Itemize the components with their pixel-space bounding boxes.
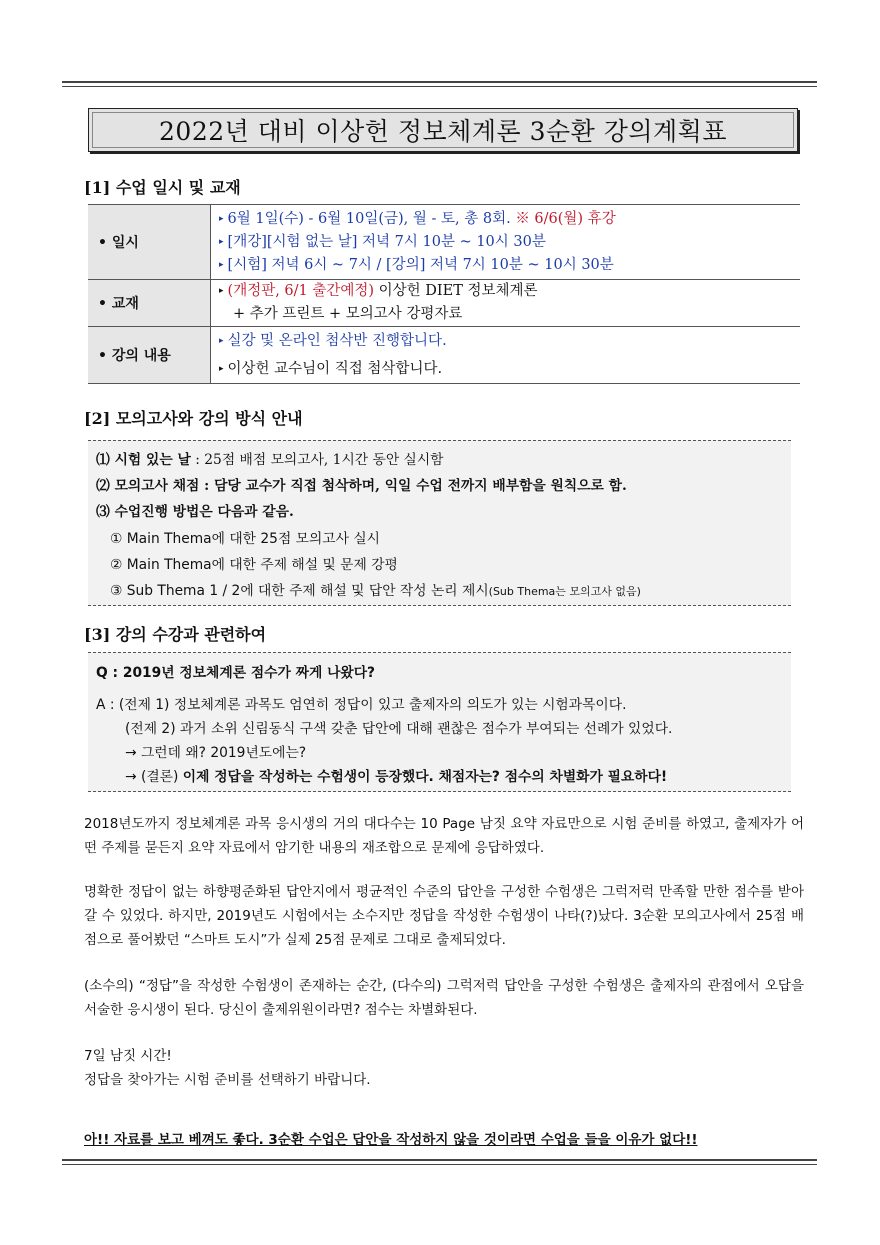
table-row xyxy=(88,280,800,327)
date-line-3 xyxy=(219,254,800,277)
answer-row-1 xyxy=(96,693,626,713)
paragraph-4: 7일 남짓 시간! xyxy=(84,1048,172,1064)
triangle-bullet-icon: ▸ xyxy=(219,259,224,270)
table-row xyxy=(88,205,800,280)
page-title-box xyxy=(88,108,798,152)
sub-step-3: ③ Sub Thema 1 / 2에 대한 주제 해설 및 답안 작성 논리 제시 xyxy=(110,583,489,599)
revision-note: (개정판, 6/1 출간예정) xyxy=(227,283,375,299)
bottom-double-rule xyxy=(62,1159,817,1165)
no-exam-time-text: [개강][시험 없는 날] 저녁 7시 10분 ~ 10시 30분 xyxy=(227,233,546,250)
row-label-content: • 강의 내용 xyxy=(88,327,211,384)
method-row-2 xyxy=(96,474,627,494)
holiday-note: ※ 6/6(월) 휴강 xyxy=(515,210,616,227)
qa-box xyxy=(88,652,791,792)
exam-day-text: : 25점 배점 모의고사, 1시간 동안 실시함 xyxy=(190,452,444,468)
paragraph-5: 정답을 찾아가는 시험 준비를 선택하기 바랍니다. xyxy=(84,1072,371,1088)
triangle-bullet-icon: ▸ xyxy=(219,286,224,296)
sub-step-2: ② Main Thema에 대한 주제 해설 및 문제 강평 xyxy=(110,557,398,573)
question-text: Q : 2019년 정보체계론 점수가 짜게 나왔다? xyxy=(96,665,376,681)
conclusion-text: 이제 정답을 작성하는 수험생이 등장했다. 채점자는? 점수의 차별화가 필요하다! xyxy=(182,769,668,785)
method-sub-1 xyxy=(110,527,380,547)
triangle-bullet-icon: ▸ xyxy=(219,336,224,346)
question-why: → 그런데 왜? 2019년도에는? xyxy=(125,745,307,761)
paragraph-1: 2018년도까지 정보체계론 과목 응시생의 거의 대다수는 10 Page 남짓 요약 자료만으로 시험 준비를 하였고, 출제자가 어떤 주제를 묻든지 요약 자료에서 암기한 내용의 재조합으로 문제에 응답하였다. xyxy=(84,816,804,856)
answer-row-4 xyxy=(125,765,667,785)
section1-heading: [1] 수업 일시 및 교재 xyxy=(84,178,241,197)
exam-method-box xyxy=(88,440,791,606)
content-line-2 xyxy=(219,355,800,383)
exam-day-label: ⑴ 시험 있는 날 xyxy=(96,452,191,468)
date-line-1 xyxy=(219,208,800,231)
date-line-2 xyxy=(219,231,800,254)
date-range-text: 6월 1일(수) - 6월 10일(금), 월 - 토, 총 8회. xyxy=(227,210,516,227)
method-row-3 xyxy=(96,500,294,520)
answer-row-3 xyxy=(125,741,306,761)
content-text-1: 실강 및 온라인 첨삭반 진행합니다. xyxy=(227,333,447,349)
sub-step-1: ① Main Thema에 대한 25점 모의고사 실시 xyxy=(110,531,381,547)
method-row-1 xyxy=(96,448,444,468)
textbook-extra: + 추가 프린트 + 모의고사 강평자료 xyxy=(233,306,463,322)
schedule-table xyxy=(88,204,800,384)
method-sub-3 xyxy=(110,579,641,599)
triangle-bullet-icon: ▸ xyxy=(219,236,224,247)
section3-heading: [3] 강의 수강과 관련하여 xyxy=(84,625,267,644)
process-text: ⑶ 수업진행 방법은 다음과 같음. xyxy=(96,504,294,520)
paragraph-3: (소수의) “정답”을 작성한 수험생이 존재하는 순간, (다수의) 그럭저럭 답안을 구성한 수험생은 출제자의 관점에서 오답을 서술한 응시생이 된다. 당신이 출제위원이라면? 점수는 차별화된다. xyxy=(84,978,804,1018)
answer-row-2 xyxy=(125,717,672,737)
question-row xyxy=(96,661,375,681)
content-line-1 xyxy=(219,327,800,355)
textbook-line-1 xyxy=(219,280,800,303)
row-label-date: • 일시 xyxy=(88,205,211,280)
conclusion-label: → (결론) xyxy=(125,769,183,785)
premise-1: A : (전제 1) 정보체계론 과목도 엄연히 정답이 있고 출제자의 의도가 있는 시험과목이다. xyxy=(96,697,627,713)
sub-step-3-note: (Sub Thema는 모의고사 없음) xyxy=(488,585,641,598)
table-row xyxy=(88,327,800,384)
exam-time-text: [시험] 저녁 6시 ~ 7시 / [강의] 저녁 7시 10분 ~ 10시 30분 xyxy=(227,256,614,273)
textbook-line-2 xyxy=(219,303,800,326)
method-sub-2 xyxy=(110,553,398,573)
section2-heading: [2] 모의고사와 강의 방식 안내 xyxy=(84,409,303,428)
top-double-rule xyxy=(62,81,817,87)
row-value-content xyxy=(211,327,801,384)
row-value-date xyxy=(211,205,801,280)
row-label-textbook: • 교재 xyxy=(88,280,211,327)
closing-statement: 아!! 자료를 보고 베껴도 좋다. 3순환 수업은 답안을 작성하지 않을 것이라면 수업을 들을 이유가 없다!! xyxy=(84,1132,698,1148)
textbook-title: 이상헌 DIET 정보체계론 xyxy=(374,283,538,299)
grading-text: ⑵ 모의고사 채점 : 담당 교수가 직접 첨삭하며, 익일 수업 전까지 배부함을 원칙으로 함. xyxy=(96,478,627,494)
premise-2: (전제 2) 과거 소위 신림동식 구색 갖춘 답안에 대해 괜찮은 점수가 부여되는 선례가 있었다. xyxy=(125,721,673,737)
page-title: 2022년 대비 이상헌 정보체계론 3순환 강의계획표 xyxy=(159,117,727,146)
triangle-bullet-icon: ▸ xyxy=(219,364,224,374)
content-text-2: 이상헌 교수님이 직접 첨삭합니다. xyxy=(227,361,443,377)
row-value-textbook xyxy=(211,280,801,327)
triangle-bullet-icon: ▸ xyxy=(219,213,224,224)
paragraph-2: 명확한 정답이 없는 하향평준화된 답안지에서 평균적인 수준의 답안을 구성한 수험생은 그럭저럭 만족할 만한 점수를 받아갈 수 있었다. 하지만, 2019년도 시험에서는 소수지만 정답을 작성한 수험생이 나타(?)났다. 3순환 모의고사에서 25점 배점으로 풀어봤던 “스마트 도시”가 실제 25점 문제로 그대로 출제되었다. xyxy=(84,884,804,948)
